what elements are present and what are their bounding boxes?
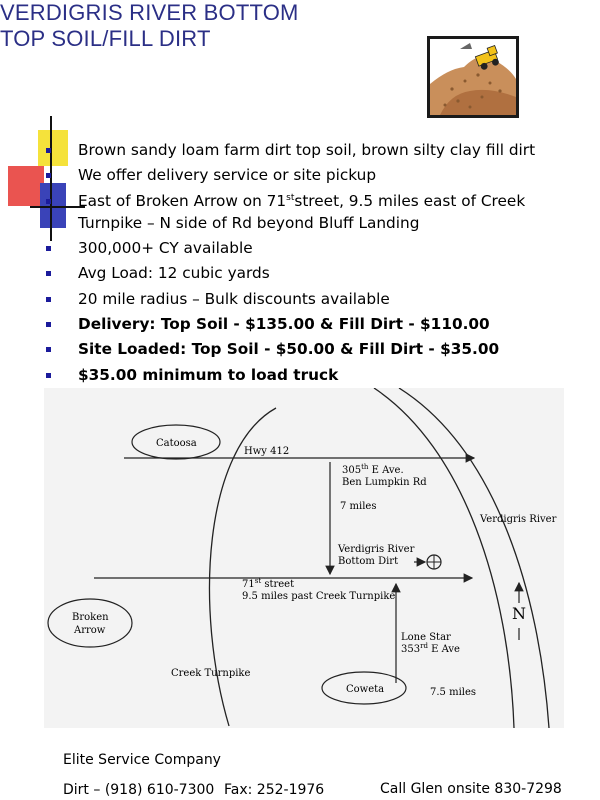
bullet-square-icon: [46, 173, 51, 178]
list-item: [42, 261, 582, 286]
list-item-text: Site Loaded: Top Soil - $50.00 & Fill Dirt - $35.00: [78, 340, 500, 359]
list-item: [42, 163, 582, 188]
list-item: [42, 138, 582, 163]
street-71-label: 71st street: [242, 577, 295, 590]
list-item-text: 20 mile radius – Bulk discounts available: [78, 289, 390, 308]
list-item-text: $35.00 minimum to load truck: [78, 365, 339, 384]
list-item-text: We offer delivery service or site pickup: [78, 166, 377, 185]
list-item-delivery-price: [42, 312, 582, 337]
list-item-text: Turnpike – N side of Rd beyond Bluff Landing: [78, 213, 420, 232]
footer-call-glen: Call Glen onsite 830-7298: [380, 781, 562, 797]
list-item-text: Avg Load: 12 cubic yards: [78, 264, 270, 283]
bullet-square-icon: [46, 297, 51, 302]
deco-red-square: [8, 166, 44, 206]
list-item-sup: st: [286, 192, 295, 203]
bullet-square-icon: [46, 148, 51, 153]
footer-fax: Fax: 252-1976: [224, 782, 325, 798]
ave-353-label: 353rd E Ave: [401, 642, 460, 655]
page-title-line2: TOP SOIL/FILL DIRT: [0, 26, 211, 51]
bullet-square-icon: [46, 246, 51, 251]
bullet-square-icon: [46, 373, 51, 378]
site-label-line2: Bottom Dirt: [338, 556, 399, 567]
catoosa-label: Catoosa: [156, 438, 197, 449]
lone-star-label: Lone Star: [401, 632, 451, 643]
coweta-label: Coweta: [346, 684, 385, 695]
ave-305-label: 305th E Ave.: [342, 463, 404, 476]
ben-lumpkin-label: Ben Lumpkin Rd: [342, 477, 427, 488]
hwy-412-label: Hwy 412: [244, 446, 290, 457]
seven-miles-label: 7 miles: [340, 501, 377, 512]
bullet-square-icon: [46, 347, 51, 352]
bullet-square-icon: [46, 199, 51, 204]
arrow-label: Arrow: [74, 625, 106, 636]
dirt-pile-truck-icon: [430, 39, 516, 115]
page-title-line1: VERDIGRIS RIVER BOTTOM: [0, 0, 299, 25]
list-item-text: Delivery: Top Soil - $135.00 & Fill Dirt - $110.00: [78, 315, 490, 334]
seven-five-miles-label: 7.5 miles: [430, 687, 477, 698]
north-label: N: [512, 604, 526, 623]
bullet-square-icon: [46, 271, 51, 276]
list-item-minimum: [42, 363, 582, 388]
broken-label: Broken: [72, 612, 109, 623]
list-item-text: East of Broken Arrow on 71: [78, 191, 287, 210]
list-item-continuation: [42, 211, 582, 236]
verdigris-river-label: Verdigris River: [480, 514, 557, 525]
site-crosshair-icon: [427, 555, 441, 569]
footer-company: Elite Service Company: [63, 752, 221, 768]
bullet-square-icon: [46, 322, 51, 327]
list-item-text: street, 9.5 miles east of Creek: [294, 191, 526, 210]
past-turnpike-label: 9.5 miles past Creek Turnpike: [242, 591, 396, 602]
list-item: [42, 236, 582, 261]
list-item: [42, 287, 582, 312]
list-item-text: 300,000+ CY available: [78, 239, 253, 258]
directions-map: [44, 388, 564, 728]
site-label-line1: Verdigris River: [338, 544, 415, 555]
dump-truck-clipart: [427, 36, 519, 118]
list-item-text: Brown sandy loam farm dirt top soil, brown silty clay fill dirt: [78, 141, 536, 159]
footer-dirt-phone: Dirt – (918) 610-7300: [63, 782, 215, 798]
list-item-site-price: [42, 337, 582, 362]
feature-list: [42, 138, 582, 388]
creek-turnpike-label: Creek Turnpike: [171, 668, 251, 679]
